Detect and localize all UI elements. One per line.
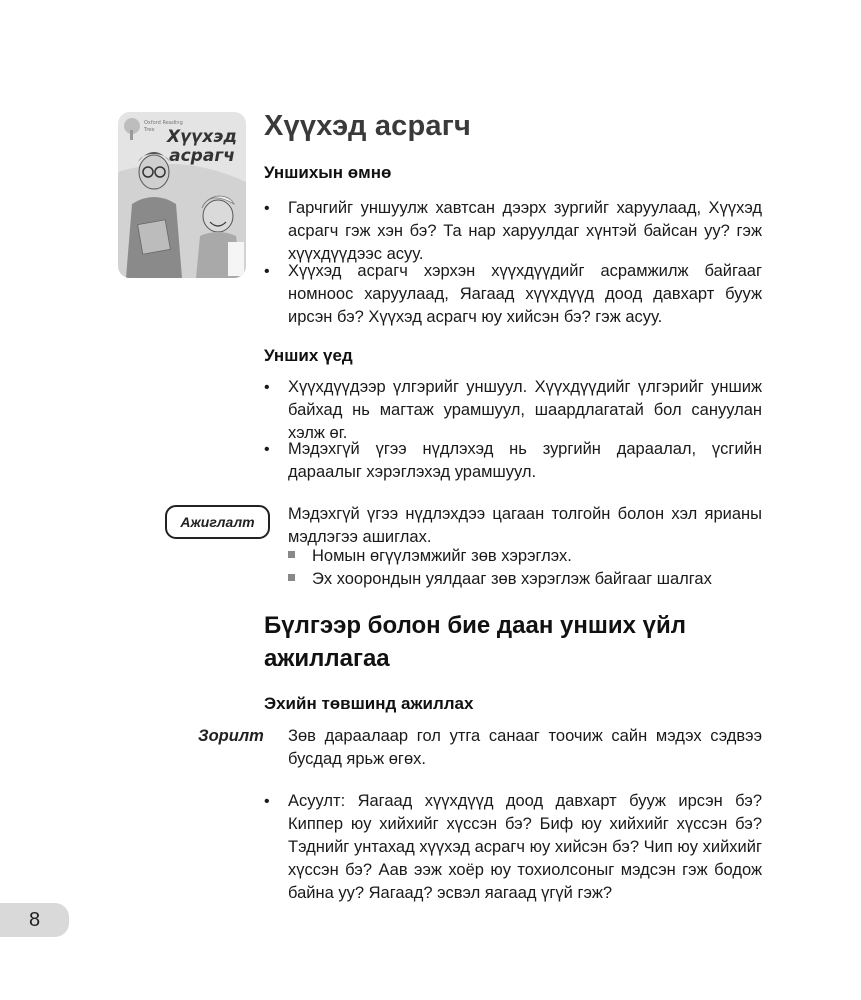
bullet-icon: • — [264, 263, 270, 280]
list-item-text: Номын өгүүлэмжийг зөв хэрэглэх. — [312, 547, 572, 565]
observation-badge — [165, 505, 270, 539]
level-subheading: Эхийн төвшинд ажиллах — [264, 694, 474, 713]
observation-badge-label: Ажиглалт — [180, 514, 255, 530]
question-text: Асуулт: Яагаад хүүхдүүд доод давхарт бууж ирсэн бэ? Киппер юу хийхийг хүссэн бэ? Биф юу хийхийг хүссэн бэ? Тэднийг унтахад хүүхэд асрагч юу хийсэн бэ? Чип юу хийхийг хүссэн бэ? Аав ээж хоёр юу тохиолсоныг мэдсэн гэж бодож байна уу? Яагаад? эсвэл яагаад үгүй гэж? — [288, 792, 762, 902]
group-heading-line1: Бүлгээр болон бие даан унших үйл — [264, 612, 686, 639]
cover-title-line2: асрагч — [169, 146, 235, 166]
square-bullet-icon — [288, 551, 295, 558]
cover-title — [160, 128, 244, 166]
list-item — [264, 260, 762, 330]
bullet-icon: • — [264, 441, 270, 458]
group-reading-heading — [264, 609, 686, 675]
list-item-text: Эх хоорондын уялдааг зөв хэрэглэж байгааг шалгах — [312, 570, 712, 588]
bullet-icon: • — [264, 200, 270, 217]
observation-intro: Мэдэхгүй үгээ нүдлэхдээ цагаан толгойн болон хэл ярианы мэдлэгээ ашиглах. — [288, 505, 762, 546]
list-item-text: Мэдэхгүй үгээ нүдлэхэд нь зургийн дараалал, үсгийн дараалыг хэрэглэхэд урамшуул. — [288, 440, 762, 481]
list-item-text: Гарчгийг уншуулж хавтсан дээрх зургийг харуулаад, Хүүхэд асрагч гэж хэн бэ? Та нар харуулдаг хүнтэй байсан уу? гэж хүүхдүүдээс асуу. — [288, 199, 762, 263]
list-item-text: Хүүхэд асрагч хэрхэн хүүхдүүдийг асрамжилж байгааг номноос харуулаад, Яагаад хүүхдүүд доод давхарт бууж ирсэн бэ? Хүүхэд асрагч юу хийсэн бэ? гэж асуу. — [288, 262, 762, 326]
square-bullet-icon — [288, 574, 295, 581]
svg-text:Oxford Reading: Oxford Reading — [144, 120, 183, 126]
list-item — [264, 197, 762, 267]
list-item — [288, 568, 762, 592]
page-title: Хүүхэд асрагч — [264, 110, 472, 142]
cover-title-line1: Хүүхэд — [166, 127, 238, 147]
before-reading-heading: Уншихын өмнө — [264, 163, 392, 182]
bullet-icon: • — [264, 379, 270, 396]
goal-label: Зорилт — [198, 727, 264, 745]
list-item — [264, 790, 762, 910]
page-number-label: 8 — [28, 908, 41, 931]
bullet-icon: • — [264, 793, 270, 810]
list-item — [264, 376, 762, 446]
book-cover-image — [118, 112, 246, 278]
list-item — [264, 438, 762, 488]
list-item — [288, 545, 762, 569]
during-reading-heading: Унших үед — [264, 346, 353, 365]
group-heading-line2: ажиллагаа — [264, 645, 390, 672]
svg-text:Tree: Tree — [144, 127, 155, 133]
goal-text: Зөв дараалаар гол утга санааг тоочиж сайн мэдэх сэдвээ бусдад ярьж өгөх. — [288, 727, 762, 768]
list-item-text: Хүүхдүүдээр үлгэрийг уншуул. Хүүхдүүдийг үлгэрийг уншиж байхад нь магтаж урамшуул, шаардлагатай бол сануулан хэлж өг. — [288, 378, 762, 442]
page-number — [0, 903, 69, 937]
